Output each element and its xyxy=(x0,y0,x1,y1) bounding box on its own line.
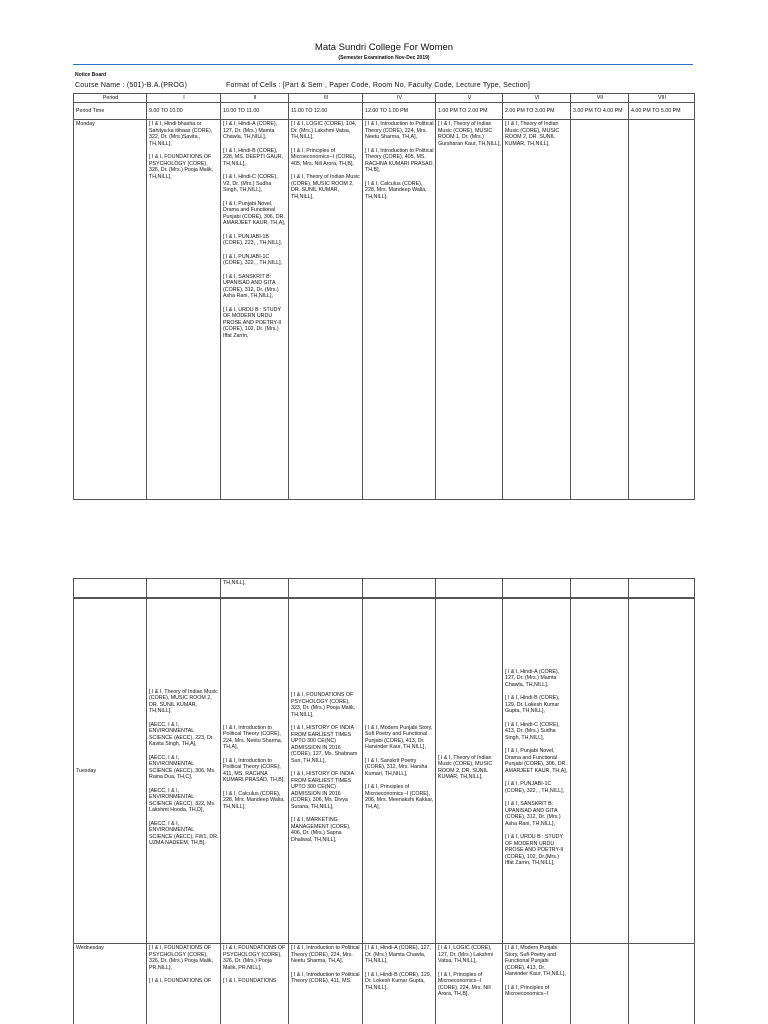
class-entry: [ I & I, SANSKRIT B: UPANISAD AND GITA (CORE), 312, Dr. (Mrs.) Asha Rani, TH,NILL], xyxy=(505,801,561,827)
monday-period-1 xyxy=(147,120,221,500)
class-entry: [ I & I, Introduction to Political Theory (CORE), 224, Mrs. Neetu Sharma, TH,A], xyxy=(223,724,283,751)
class-entry: [ I & I, URDU B : STUDY OF MODERN URDU PROSE AND POETRY-II (CORE), 102, Dr.(Mrs.) Iffat Zarrin, TH,NILL], xyxy=(505,834,564,866)
period-time: 11.00 TO 12.00 xyxy=(289,103,363,120)
day-label-wednesday: Wednesday xyxy=(74,944,147,1024)
class-entry: [ I & I, Principles of Microeconomics--I (CORE), 206, Mrs. Meenakshi Kakkar, TH,A], xyxy=(365,784,434,810)
class-entry: [ I & I, Hindi-C (CORE), 413, Dr. (Mrs.) Sudha Singh, TH,NILL], xyxy=(505,721,560,741)
class-entry: [ I & I, Principles of Microeconomics--I (CORE), 224, Mrs. Nill Arora, TH,B], xyxy=(438,971,491,997)
class-entry: [ I & I, LOGIC (CORE), 127, Dr. (Mrs.) Lakshmi Vatsa, TH,NILL], xyxy=(438,945,494,964)
class-entry: [ I & I, Introduction to Political Theory (CORE), 224, Mrs. Neetu Sharma, TH,A], xyxy=(291,945,360,964)
tuesday-period-6 xyxy=(503,598,571,944)
class-entry: [ I & I, Principles of Microeconomics--I xyxy=(505,984,550,997)
period-time: 2.00 PM TO 3.00 PM xyxy=(503,103,571,120)
class-entry: [ I & I, Hindi-B (CORE), 129, Dr. Lokesh Kumar Gupta, TH,NILL], xyxy=(365,971,432,991)
class-entry: [ I & I, Theory of Indian Music (CORE), MUSIC ROOM 2, DR. SUNIL KUMAR, TH,NILL], xyxy=(149,688,218,714)
course-name: Course Name : (501)-B.A.(PROG) xyxy=(75,82,188,89)
class-entry: [ I & I, Theory of Indian Music (CORE), MUSIC ROOM 2, DR. SUNIL KUMAR, TH,NILL], xyxy=(438,754,493,780)
monday-period-5 xyxy=(436,120,503,500)
monday-period-6 xyxy=(503,120,571,500)
period-time: 3.00 PM TO 4.00 PM xyxy=(571,103,629,120)
class-entry: [ I & I, Hindi-A (CORE), 127, Dr. (Mrs.) Mamta Chawla, TH,NILL], xyxy=(365,945,431,964)
class-entry: [ I & I, Principles of Microeconomics--I (CORE), 405, Mrs. Nill Arora, TH,B], xyxy=(291,147,357,167)
period-num: VII xyxy=(571,94,629,103)
period-time: 12.00 TO 1.00 PM xyxy=(363,103,436,120)
monday-period-2-continued: TH,NILL], xyxy=(221,579,289,599)
period-time-row xyxy=(74,103,695,120)
period-num: VIII xyxy=(629,94,695,103)
monday-period-7 xyxy=(571,120,629,500)
class-entry: [ I & I, Punjabi Novel, Drama and Functional Punjabi (CORE), 306, DR. AMARJEET KAUR, TH,A], xyxy=(505,748,568,774)
monday-period-3 xyxy=(289,120,363,500)
period-num: III xyxy=(289,94,363,103)
page-2 xyxy=(0,512,768,1024)
period-time: 10.00 TO 11.00 xyxy=(221,103,289,120)
monday-row xyxy=(74,120,695,500)
class-entry: [ I & I, Punjabi Novel, Drama and Functional Punjabi (CORE), 306, DR. AMARJEET KAUR, TH,A], xyxy=(223,200,286,226)
class-entry: [ I & I, URDU B : STUDY OF MODERN URDU PROSE AND POETRY-II (CORE), 102, Dr. (Mrs.) Iffat Zarrin, xyxy=(223,306,282,339)
timetable-top xyxy=(73,93,695,500)
tuesday-period-7 xyxy=(571,598,629,944)
wednesday-period-5 xyxy=(436,944,503,1024)
class-entry: [ I & I, Hindi-B (CORE), 129, Dr. Lokesh Kumar Gupta, TH,NILL], xyxy=(505,695,560,714)
period-label: Period xyxy=(74,94,147,103)
class-entry: [ I & I, Introduction to Political Theory (CORE), 411, MS. RACHNA KUMARI PRASAD, TH,B], xyxy=(223,757,285,784)
class-entry: [ I & I, Introduction to Political Theory (CORE), 224, Mrs. Neetu Sharma, TH,A], xyxy=(365,121,434,140)
day-label-tuesday: Tuesday xyxy=(74,598,147,944)
wednesday-period-1 xyxy=(147,944,221,1024)
class-entry: [ I & I, Introduction to Political Theory (CORE), 405, MS. RACHNA KUMARI PRASAD, TH,B], xyxy=(365,147,434,173)
class-entry: [ I & I, Introduction to Political Theory (CORE), 411, MS. xyxy=(291,971,360,984)
class-entry: [ I & I, Modern Punjabi Story, Sufi Poetry and Functional Punjabi (CORE), 413, Dr. Harvinder Kaur, TH,NILL], xyxy=(505,945,566,977)
class-entry: [ I & I, Sanskrit Poetry (CORE), 312, Mrs. Harsha Kumari, TH,NILL], xyxy=(365,757,428,777)
class-entry: [ I & I, FOUNDATIONS OF xyxy=(149,978,212,984)
class-entry: [ I & I, PUNJABI-1C (CORE), 322, , TH,NILL], xyxy=(223,253,283,266)
class-entry: [ I & I, Hindi-A (CORE), 127, Dr. (Mrs.) Mamta Chawla, TH,NILL], xyxy=(223,121,278,140)
period-num: V xyxy=(436,94,503,103)
tuesday-period-5 xyxy=(436,598,503,944)
notice-board-label: Notice Board xyxy=(75,72,107,78)
class-entry: [ I & I, Modern Punjabi Story, Sufi Poetry and Functional Punjabi (CORE), 413, Dr. Harvinder Kaur, TH,NILL], xyxy=(365,724,433,751)
class-entry: [ I & I, PUNJABI-1B (CORE), 223, , TH,NILL], xyxy=(223,233,283,246)
monday-continued-row xyxy=(74,579,695,599)
wednesday-period-4 xyxy=(363,944,436,1024)
class-entry: [ I & I, PUNJABI-1C (CORE), 322, , TH,NILL], xyxy=(505,781,565,794)
tuesday-row xyxy=(74,598,695,944)
class-entry: [ I & I, Theory of Indian Music (CORE), MUSIC ROOM 2, DR. SUNIL KUMAR, TH,NILL], xyxy=(505,121,560,147)
period-time-label: Period Time xyxy=(74,103,147,120)
wednesday-row xyxy=(74,944,695,1024)
day-label-monday: Monday xyxy=(74,120,147,500)
wednesday-period-8 xyxy=(629,944,695,1024)
class-entry: [AECC, I & I, ENVIRONMENTAL SCIENCE (AECC), FW1, DR. UZMA NADEEM, TH,B], xyxy=(149,820,219,846)
class-entry: [ I & I, Calculus (CORE), 228, Mrs. Mandeep Walia, TH,NILL], xyxy=(365,180,427,200)
wednesday-period-2 xyxy=(221,944,289,1024)
class-entry: [ I & I, HISTORY OF INDIA FROM EARLIEST TIMES UPTO 300 CE(NC) ADMISSION IN 2016 (CORE), 127, Ms. Shabnam Suri, TH,NILL], xyxy=(291,725,358,764)
class-entry: [AECC, I & I, ENVIRONMENTAL SCIENCE (AECC), 306, Ms. Raina Dua, TH,C], xyxy=(149,754,216,780)
period-header-row xyxy=(74,94,695,103)
wednesday-period-6 xyxy=(503,944,571,1024)
class-entry: [ I & I, Hindi-C (CORE), V2, Dr. (Mrs.) Sudha Singh, TH,NILL], xyxy=(223,174,278,193)
header-rule xyxy=(73,64,693,65)
timetable-bottom xyxy=(73,597,695,1024)
class-entry: [ I & I, Theory of Indian Music (CORE), MUSIC ROOM 1, Dr. (Mrs.) Gursharan Kaur, TH,NILL], xyxy=(438,121,501,147)
timetable-continued xyxy=(73,578,695,599)
monday-period-4 xyxy=(363,120,436,500)
period-time: 1.00 PM TO 2.00 PM xyxy=(436,103,503,120)
class-entry: [ I & I, SANSKRIT B: UPANISAD AND GITA (CORE), 312, Dr. (Mrs.) Asha Rani, TH,NILL], xyxy=(223,273,279,299)
monday-period-8 xyxy=(629,120,695,500)
monday-period-2 xyxy=(221,120,289,500)
exam-subtitle: (Semester Examination Nov-Dec 2019) xyxy=(338,55,430,61)
tuesday-period-8 xyxy=(629,598,695,944)
tuesday-period-3 xyxy=(289,598,363,944)
period-num: II xyxy=(221,94,289,103)
tuesday-period-1 xyxy=(147,598,221,944)
period-time: 9.00 TO 10.00 xyxy=(147,103,221,120)
class-entry: [ I & I, Hindi-A (CORE), 127, Dr. (Mrs.) Mamta Chawla, TH,NILL], xyxy=(505,668,560,688)
class-entry: [ I & I, Theory of Indian Music (CORE), MUSIC ROOM 2, DR. SUNIL KUMAR, TH,NILL], xyxy=(291,174,360,200)
class-entry: [ I & I, FOUNDATIONS OF PSYCHOLOGY (CORE), 326, Dr. (Mrs.) Pooja Malik, PR,NILL], xyxy=(149,945,214,971)
class-entry: [ I & I, Calculus (CORE), 228, Mrs. Mandeep Walia, TH,NILL], xyxy=(223,790,285,810)
class-entry: [AECC, I & I, ENVIRONMENTAL SCIENCE (AECC), 322, Ms. Lakshmi Hooda, TH,D], xyxy=(149,787,216,813)
wednesday-period-7 xyxy=(571,944,629,1024)
period-time: 4.00 PM TO 5.00 PM xyxy=(629,103,695,120)
tuesday-period-2 xyxy=(221,598,289,944)
college-title: Mata Sundri College For Women xyxy=(314,42,454,53)
class-entry: [ I & I, Hindi bhasha or Sahitya ka itihaas (CORE), 322, Dr. (Mrs.)Savita , TH,NILL], xyxy=(149,121,213,147)
tuesday-period-4 xyxy=(363,598,436,944)
class-entry: [ I & I, FOUNDATIONS xyxy=(223,978,277,984)
class-entry: [AECC, I & I, ENVIRONMENTAL SCIENCE (AECC), 223, Dr. Kavita Singh, TH,A], xyxy=(149,721,214,747)
class-entry: [ I & I, LOGIC (CORE), 104, Dr. (Mrs.) Lakshmi Vatsa, TH,NILL], xyxy=(291,121,357,140)
period-num: I xyxy=(147,94,221,103)
class-entry: [ I & I, MARKETING MANAGEMENT (CORE), 406, Dr. (Mrs.) Sapna Dhaliwal, TH,NILL], xyxy=(291,817,351,843)
class-entry: [ I & I, HISTORY OF INDIA FROM EARLIEST TIMES UPTO 300 CE(NC) ADMISSION IN 2016 (CORE), 306, Ms. Divya Surana, TH,NILL], xyxy=(291,771,354,810)
class-entry: [ I & I, FOUNDATIONS OF PSYCHOLOGY (CORE), 323, Dr. (Mrs.) Pooja Malik, TH,NILL], xyxy=(291,692,356,718)
cell-format-note: Format of Cells : [Part & Sem , Paper Code, Room No, Faculty Code, Lecture Type, Section] xyxy=(226,82,531,89)
class-entry: [ I & I, FOUNDATIONS OF PSYCHOLOGY (CORE), 326, Dr. (Mrs.) Pooja Malik, TH,NILL], xyxy=(149,154,214,180)
class-entry: [ I & I, FOUNDATIONS OF PSYCHOLOGY (CORE), 326, Dr. (Mrs.) Pooja Malik, PR,NILL], xyxy=(223,945,286,971)
period-num: IV xyxy=(363,94,436,103)
class-entry: [ I & I, Hindi-B (CORE), 228, MS. DEEPTI GAUR, TH,NILL], xyxy=(223,147,284,167)
period-num: VI xyxy=(503,94,571,103)
wednesday-period-3 xyxy=(289,944,363,1024)
